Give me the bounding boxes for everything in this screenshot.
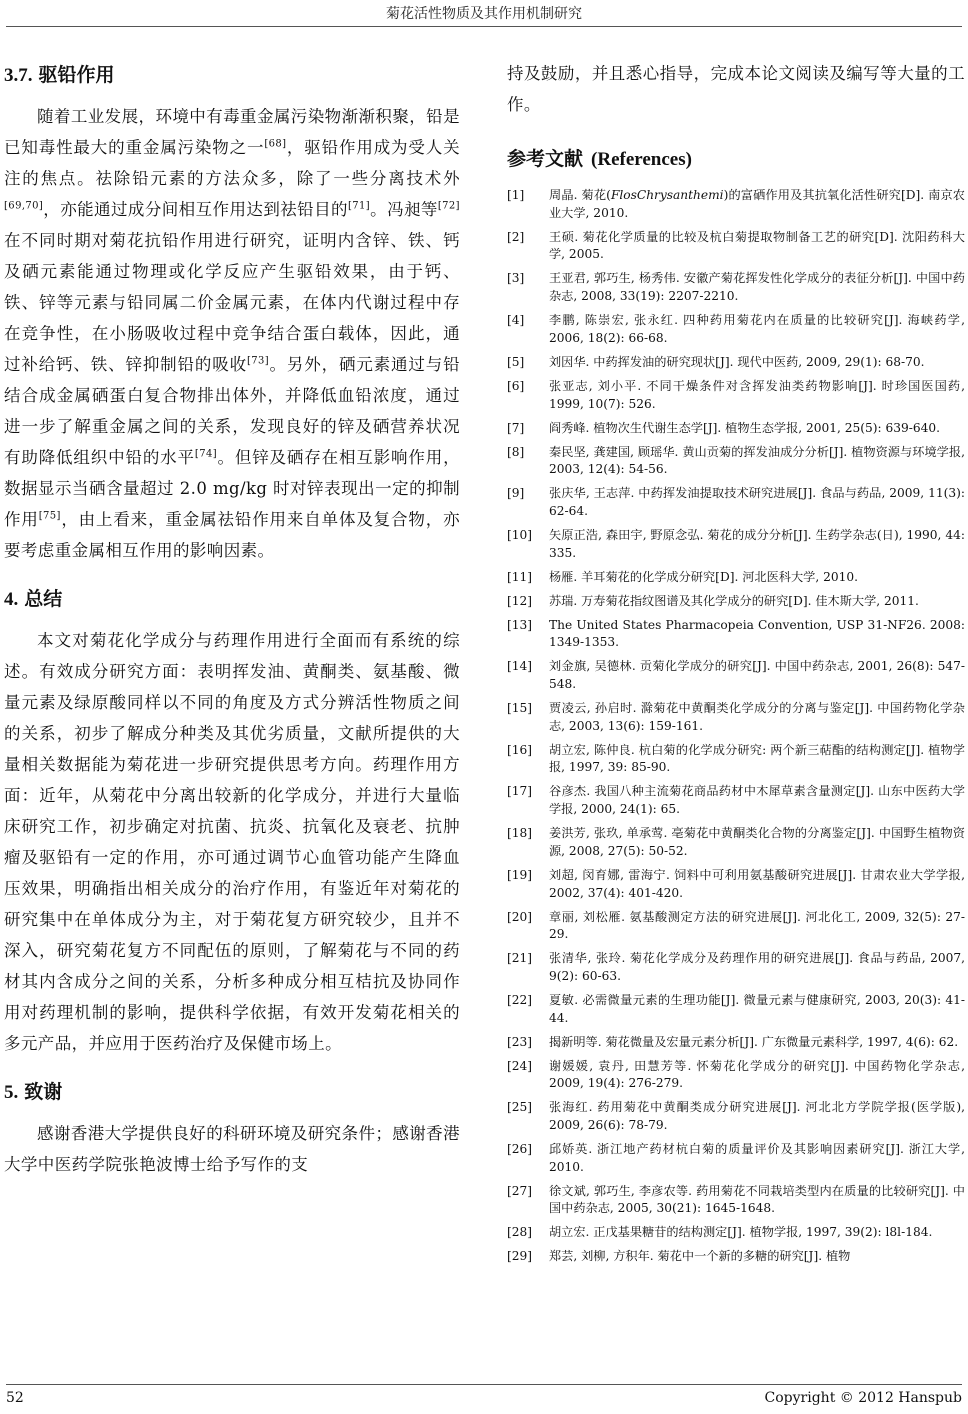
reference-item xyxy=(507,420,965,438)
reference-text: The United States Pharmacopeia Convention, USP 31-NF26. 2008: 1349-1353. xyxy=(549,617,965,650)
citation-marker[interactable]: [68] xyxy=(264,138,287,150)
reference-number: [11] xyxy=(507,569,533,584)
paragraph-text: 。但锌及硒存在相互影响作用，数据显示当硒含量超过 2.0 mg/kg 时对锌表现出一定的抑制作用 xyxy=(4,448,460,529)
reference-list xyxy=(507,187,965,1266)
page-number: 52 xyxy=(6,1390,24,1406)
reference-item xyxy=(507,825,965,860)
citation-marker[interactable]: [69,70] xyxy=(4,200,44,212)
reference-number: [16] xyxy=(507,742,533,757)
reference-item xyxy=(507,1099,965,1134)
reference-item xyxy=(507,1034,965,1052)
reference-item xyxy=(507,1141,965,1176)
reference-text: 胡立宏. 正戊基果糖苷的结构测定[J]. 植物学报, 1997, 39(2): l8l-184. xyxy=(549,1225,933,1240)
reference-number: [19] xyxy=(507,867,533,882)
section-heading-4 xyxy=(4,584,460,611)
reference-number: [4] xyxy=(507,313,525,328)
reference-item xyxy=(507,1058,965,1093)
reference-text: 徐文斌, 郭巧生, 李彦农等. 药用菊花不同栽培类型内在质量的比较研究[J]. 中国中药杂志, 2005, 30(21): 1645-1648. xyxy=(549,1183,965,1216)
reference-number: [28] xyxy=(507,1225,533,1240)
reference-text: 邱娇英. 浙江地产药材杭白菊的质量评价及其影响因素研究[J]. 浙江大学, 2010. xyxy=(549,1142,965,1174)
section-heading-5 xyxy=(4,1077,460,1104)
reference-text: 贾凌云, 孙启时. 滁菊花中黄酮类化学成分的分离与鉴定[J]. 中国药物化学杂志, 2003, 13(6): 159-161. xyxy=(549,701,965,733)
section-title: 总结 xyxy=(24,588,63,610)
reference-number: [9] xyxy=(507,486,525,501)
reference-item xyxy=(507,700,965,735)
reference-item xyxy=(507,992,965,1027)
reference-number: [21] xyxy=(507,951,533,966)
section-number: 4. xyxy=(4,589,19,610)
section-5-paragraph: 感谢香港大学提供良好的科研环境及研究条件；感谢香港大学中医药学院张艳波博士给予写作的支 xyxy=(4,1124,460,1174)
reference-text: 张清华, 张玲. 菊花化学成分及药理作用的研究进展[J]. 食品与药品, 2007, 9(2): 60-63. xyxy=(549,951,965,983)
paragraph-text: ，驱铅作用成为受人关注的焦点。祛除铅元素的方法众多，除了一些分离技术外 xyxy=(4,138,461,188)
paragraph-text: ，由上看来，重金属祛铅作用来自单体及复合物，亦要考虑重金属相互作用的影响因素。 xyxy=(4,510,460,560)
reference-item xyxy=(507,909,965,944)
reference-number: [1] xyxy=(507,188,525,202)
reference-number: [2] xyxy=(507,229,525,244)
reference-number: [18] xyxy=(507,826,533,841)
reference-number: [24] xyxy=(507,1058,533,1073)
reference-item xyxy=(507,593,965,611)
reference-text: 杨雁. 羊耳菊花的化学成分研究[D]. 河北医科大学, 2010. xyxy=(549,569,858,584)
paragraph-text: 。冯昶等 xyxy=(370,200,438,219)
reference-text: 胡立宏, 陈仲良. 杭白菊的化学成分研究: 两个新三萜酯的结构测定[J]. 植物学报, 1997, 39: 85-90. xyxy=(549,742,965,775)
reference-item xyxy=(507,867,965,902)
section-number: 3.7. xyxy=(4,65,33,86)
reference-item xyxy=(507,312,965,347)
reference-text: 秦民坚, 龚建国, 顾瑶华. 黄山贡菊的挥发油成分分析[J]. 植物资源与环境学报, 2003, 12(4): 54-56. xyxy=(549,444,965,477)
running-header: 菊花活性物质及其作用机制研究 xyxy=(386,6,582,22)
citation-marker[interactable]: [73] xyxy=(246,355,270,367)
reference-text: 刘因华. 中药挥发油的研究现状[J]. 现代中医药, 2009, 29(1): 68-70. xyxy=(549,354,925,369)
citation-marker[interactable]: [75] xyxy=(38,510,61,522)
reference-text: 苏瑞. 万寿菊花指纹图谱及其化学成分的研究[D]. 佳木斯大学, 2011. xyxy=(549,593,919,608)
reference-item xyxy=(507,1248,965,1266)
reference-text: 郑芸, 刘柳, 方积年. 菊花中一个新的多糖的研究[J]. 植物 xyxy=(549,1249,851,1264)
reference-text: 揭新明等. 菊花微量及宏量元素分析[J]. 广东微量元素科学, 1997, 4(6): 62. xyxy=(549,1034,959,1049)
reference-item xyxy=(507,527,965,562)
reference-item xyxy=(507,378,965,413)
reference-item xyxy=(507,229,965,264)
reference-item xyxy=(507,444,965,479)
footer-rule xyxy=(6,1384,962,1385)
references-heading xyxy=(507,144,965,171)
reference-text: 谷彦杰. 我国八种主流菊花商品药材中木犀草素含量测定[J]. 山东中医药大学学报, 2000, 24(1): 65. xyxy=(549,784,965,817)
reference-number: [5] xyxy=(507,354,525,369)
section-3-7-paragraph xyxy=(4,101,460,566)
section-heading-3-7 xyxy=(4,60,460,87)
reference-number: [29] xyxy=(507,1249,533,1264)
reference-text: 章丽, 刘松雁. 氨基酸测定方法的研究进展[J]. 河北化工, 2009, 32(5): 27-29. xyxy=(549,909,965,942)
reference-number: [12] xyxy=(507,593,533,608)
reference-number: [13] xyxy=(507,617,533,632)
reference-text: 李鹏, 陈崇宏, 张永红. 四种药用菊花内在质量的比较研究[J]. 海峡药学, 2006, 18(2): 66-68. xyxy=(549,313,965,345)
reference-number: [8] xyxy=(507,444,525,459)
reference-item xyxy=(507,950,965,985)
reference-text: 张海红. 药用菊花中黄酮类成分研究进展[J]. 河北北方学院学报(医学版), 2009, 26(6): 78-79. xyxy=(549,1100,965,1133)
left-column xyxy=(4,60,460,1180)
reference-number: [15] xyxy=(507,701,533,716)
citation-marker[interactable]: [71] xyxy=(347,200,371,212)
reference-item xyxy=(507,270,965,305)
reference-text: 王硕. 菊花化学质量的比较及杭白菊提取物制备工艺的研究[D]. 沈阳药科大学, 2005. xyxy=(549,229,965,262)
section-title: 驱铅作用 xyxy=(38,64,115,86)
reference-item xyxy=(507,658,965,693)
reference-text: 姜洪芳, 张玖, 单承莺. 亳菊花中黄酮类化合物的分离鉴定[J]. 中国野生植物资源, 2008, 27(5): 50-52. xyxy=(549,826,965,858)
reference-number: [25] xyxy=(507,1100,533,1115)
reference-italic-text: FlosChrysanthemi xyxy=(610,188,724,202)
section-number: 5. xyxy=(4,1082,19,1103)
reference-number: [23] xyxy=(507,1034,533,1049)
paragraph-text: 。另外，硒元素通过与铅结合成金属硒蛋白复合物排出体外，并降低血铅浓度，通过进一步了解重金属之间的关系，发现良好的锌及硒营养状况有助降低组织中铅的水平 xyxy=(4,355,460,467)
reference-number: [7] xyxy=(507,420,525,435)
reference-number: [10] xyxy=(507,527,533,542)
paragraph-text: ，亦能通过成分间相互作用达到祛铅目的 xyxy=(43,200,348,219)
header-rule xyxy=(6,26,962,27)
reference-number: [17] xyxy=(507,784,533,799)
reference-text: )的富硒作用及其抗氧化活性研究[D]. 南京农业大学, 2010. xyxy=(549,188,965,220)
reference-text: 谢媛媛, 袁丹, 田慧芳等. 怀菊花化学成分的研究[J]. 中国药物化学杂志, 2009, 19(4): 276-279. xyxy=(549,1058,965,1091)
reference-number: [26] xyxy=(507,1142,533,1157)
reference-text: 王亚君, 郭巧生, 杨秀伟. 安徽产菊花挥发性化学成分的表征分析[J]. 中国中药杂志, 2008, 33(19): 2207-2210. xyxy=(549,271,965,304)
right-column xyxy=(507,58,965,1272)
reference-text: 周晶. 菊花( xyxy=(549,188,611,202)
reference-number: [6] xyxy=(507,378,525,393)
reference-text: 刘金旗, 吴德林. 贡菊化学成分的研究[J]. 中国中药杂志, 2001, 26(8): 547-548. xyxy=(549,659,965,692)
reference-item xyxy=(507,569,965,587)
reference-item xyxy=(507,187,965,222)
reference-item xyxy=(507,617,965,652)
citation-marker[interactable]: [72] xyxy=(437,200,460,212)
reference-number: [22] xyxy=(507,992,533,1007)
reference-number: [27] xyxy=(507,1183,533,1198)
reference-text: 阎秀峰. 植物次生代谢生态学[J]. 植物生态学报, 2001, 25(5): 639-640. xyxy=(549,420,941,435)
paragraph-text: 随着工业发展，环境中有毒重金属污染物渐渐积聚，铅是已知毒性最大的重金属污染物之一 xyxy=(4,107,460,157)
copyright-notice: Copyright © 2012 Hanspub xyxy=(764,1390,962,1406)
references-title-en: (References) xyxy=(591,149,692,170)
paragraph-text: 在不同时期对菊花抗铅作用进行研究，证明内含锌、铁、钙及硒元素能通过物理或化学反应产生驱铅效果，由于钙、铁、锌等元素与铅同属二价金属元素，在体内代谢过程中存在竞争性，在小肠吸收过程中竞争结合蛋白载体，因此，通过补给钙、铁、锌抑制铅的吸收 xyxy=(4,231,460,374)
reference-text: 矢原正浩, 森田宇, 野原念弘. 菊花的成分分析[J]. 生药学杂志(日), 1990, 44: 335. xyxy=(549,527,965,560)
reference-item xyxy=(507,742,965,777)
acknowledgement-continued: 持及鼓励，并且悉心指导，完成本论文阅读及编写等大量的工作。 xyxy=(507,64,965,114)
section-title: 致谢 xyxy=(24,1081,63,1103)
section-4-paragraph: 本文对菊花化学成分与药理作用进行全面而有系统的综述。有效成分研究方面：表明挥发油、黄酮类、氨基酸、微量元素及绿原酸同样以不同的角度及方式分辨活性物质之间的关系，初步了解成分种类及其优劣质量，文献所提供的大量相关数据能为菊花进一步研究提供思考方向。药理作用方面：近年，从菊花中分离出较新的化学成分，并进行大量临床研究工作，初步确定对抗菌、抗炎、抗氧化及衰老、抗肿瘤及驱铅有一定的作用，亦可通过调节心血管功能产生降血压效果，明确指出相关成分的治疗作用，有鉴近年对菊花的研究集中在单体成分为主，对于菊花复方研究较少，且并不深入，研究菊花复方不同配伍的原则，了解菊花与不同的药材其内含成分之间的关系，分析多种成分相互桔抗及协同作用对药理机制的影响，提供科学依据，有效开发菊花相关的多元产品，并应用于医药治疗及保健市场上。 xyxy=(4,631,460,1053)
citation-marker[interactable]: [74] xyxy=(194,448,218,460)
reference-text: 张庆华, 王志萍. 中药挥发油提取技术研究进展[J]. 食品与药品, 2009, 11(3): 62-64. xyxy=(549,486,965,518)
reference-item xyxy=(507,354,965,372)
reference-number: [14] xyxy=(507,659,533,674)
references-title-cn: 参考文献 xyxy=(507,148,584,170)
reference-item xyxy=(507,1224,965,1242)
reference-text: 张亚志, 刘小平. 不同干燥条件对含挥发油类药物影响[J]. 时珍国医国药, 1999, 10(7): 526. xyxy=(549,378,965,411)
reference-number: [3] xyxy=(507,271,525,286)
reference-item xyxy=(507,1183,965,1218)
reference-item xyxy=(507,485,965,520)
reference-number: [20] xyxy=(507,909,533,924)
reference-text: 夏敏. 必需微量元素的生理功能[J]. 微量元素与健康研究, 2003, 20(3): 41-44. xyxy=(549,992,965,1025)
reference-item xyxy=(507,783,965,818)
reference-text: 刘超, 闵育娜, 雷海宁. 饲料中可利用氨基酸研究进展[J]. 甘肃农业大学学报, 2002, 37(4): 401-420. xyxy=(549,867,965,900)
